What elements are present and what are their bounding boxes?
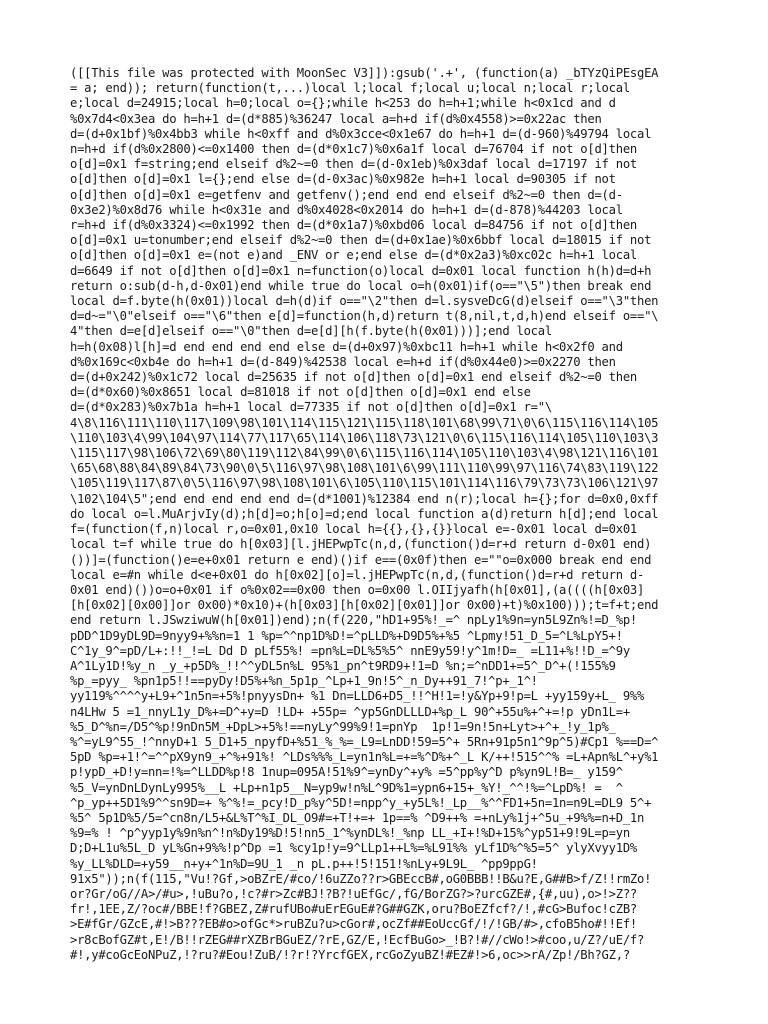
code-line: d=(d+0x1bf)%0x4bb3 while h<0xff and d%0x3cce<0x1e67 do h=h+1 d=(d-960)%49794 local [70, 126, 652, 141]
code-line: 4\8\116\111\110\117\109\98\101\114\115\121\115\118\101\68\99\71\0\6\115\116\114\105 [70, 415, 659, 430]
code-line: o[d]then o[d]=0x1 l={};end else d=(d-0x3ac)%0x982e h=h+1 local d=90305 if not [70, 172, 616, 187]
code-line: \110\103\4\99\104\97\114\77\117\65\114\106\118\73\121\0\6\115\116\114\105\110\103\3 [70, 430, 659, 445]
code-line: d=d~="\0"elseif o=="\6"then e[d]=function(h,d)return t(8,nil,t,d,h)end elseif o=="\ [70, 309, 659, 324]
code-line: 0x3e2)%0x8d76 while h<0x31e and d%0x4028<0x2014 do h=h+1 d=(d-878)%44203 local [70, 202, 623, 217]
code-line: >E#fGr/GZcE,#!>B???EB#o>ofGc*>ruBZu?u>cGor#,ocZf##EoUccGf/!/!GB/#>,cfoB5ho#!!Ef! [70, 917, 637, 932]
code-line: ([[This file was protected with MoonSec V3]]):gsub('.+', (function(a) _bTYzQiPEsgEA [70, 66, 659, 80]
code-line: local t=f while true do h[0x03][l.jHEPwpTc(n,d,(function()d=r+d return d-0x01 end) [70, 537, 652, 552]
code-line: fr!,1EE,Z/?oc#/BBE!f?GBEZ,Z#rufUBo#uErEGuE#?G##GZK,oru?BoEZfcf?/!,#cG>Bufoc!cZB? [70, 902, 637, 917]
code-line: d=(d*0x60)%0x8651 local d=81018 if not o[d]then o[d]=0x1 end else [70, 385, 531, 400]
code-line: D;D+L1u%5L_D yL%Gn+9%%!p^Dp =1 %cy1p!y=9^LLp1++L%=%L91%% yLf1D%^%5=5^ ylyXvyy1D% [70, 841, 637, 856]
code-line: \65\68\88\84\89\84\73\90\0\5\116\97\98\108\101\6\99\111\110\99\97\116\74\83\119\122 [70, 461, 659, 476]
code-line: f=(function(f,n)local r,o=0x01,0x10 local h={{},{},{}}local e=-0x01 local d=0x01 [70, 522, 637, 537]
code-line: h=h(0x08)l[h]=d end end end end else d=(d+0x97)%0xbc11 h=h+1 while h<0x2f0 and [70, 339, 623, 354]
code-line: end return l.JSwziwuW(h[0x01])end);n(f(220,"hD1+95%!_=^ npLy1%9n=yn5L9Zn%!=D_%p! [70, 613, 637, 628]
code-line: do local o=l.MuArjvIy(d);h[d]=o;h[o]=d;end local function a(d)return h[d];end local [70, 506, 659, 521]
code-line: 0x01 end)())o=o+0x01 if o%0x02==0x00 then o=0x00 l.OIIjyafh(h[0x01],(a((((h[0x03] [70, 582, 645, 597]
code-line: local d=f.byte(h(0x01))local d=h(d)if o=="\2"then d=l.sysveDcG(d)elseif o=="\3"then [70, 294, 659, 309]
code-line: ())]=(function()e=e+0x01 return e end)()if e==(0x0f)then e=""o=0x000 break end end [70, 552, 652, 567]
code-line: #!,y#coGcEoNPuZ,!?ru?#Eou!ZuB/!?r!?YrcfGEX,rcGoZyuBZ!#EZ#!>6,oc>>rA/Zp!/Bh?GZ,? [70, 947, 630, 962]
code-line: o[d]=0x1 f=string;end elseif d%2~=0 then d=(d-0x1eb)%0x3daf local d=17197 if not [70, 157, 637, 172]
code-line: >r8cBofGZ#t,E!/B!!rZEG##rXZBrBGuEZ/?rE,GZ/E,!EcfBuGo>_!B?!#//cWo!>#coo,u/Z?/uE/f? [70, 932, 645, 947]
code-line: local e=#n while d<e+0x01 do h[0x02][o]=l.jHEPwpTc(n,d,(function()d=r+d return d- [70, 567, 645, 582]
code-line: yy119%^^^^y+L9+^1n5n=+5%!pnyysDn+ %1 Dn=LLD6+D5_!!^H!1=!y&Yp+9!p=L +yy159y+L_ 9%% [70, 689, 645, 704]
code-line: d=(d*0x283)%0x7b1a h=h+1 local d=77335 if not o[d]then o[d]=0x1 r="\ [70, 400, 552, 415]
code-line: %p_=pyy_ %pn1p5!!==pyDy!D5%+%n_5p1p_^Lp+1_9n!5^_n_Dy++91_7!^p+_1^! [70, 674, 538, 689]
code-line: n=h+d if(d%0x2800)<=0x1400 then d=(d*0x1c7)%0x6a1f local d=76704 if not o[d]then [70, 142, 637, 157]
code-line: %5_V=ynDnLDynLy995%__L +Lp+n1p5__N=yp9w!n%L^9D%1=ypn6+15+_%Y!_^^!%=^LpD%! = ^ [70, 780, 623, 795]
code-line: %9=% ! ^p^yyp1y%9n%n^!n%Dy19%D!5!nn5_1^%ynDL%!_%np LL_+I+!%D+15%^yp51+9!9L=p=yn [70, 826, 630, 841]
code-line: \102\104\5";end end end end end d=(d*1001)%12384 end n(r);local h={};for d=0x0,0xff [70, 491, 659, 506]
code-line: d=(d+0x242)%0x1c72 local d=25635 if not o[d]then o[d]=0x1 end elseif d%2~=0 then [70, 370, 637, 385]
code-line: o[d]then o[d]=0x1 e=getfenv and getfenv();end end end elseif d%2~=0 then d=(d- [70, 187, 623, 202]
code-line: %^=yL9^55_!^nnyD+1 5_D1+5_npyfD+%51_%_%=_L9=LnDD!59=5^+ 5Rn+91p5n1^9p^5)#Cp1 %==D=^ [70, 734, 659, 749]
code-line: o[d]then o[d]=0x1 e=(not e)and _ENV or e;end else d=(d*0x2a3)%0xc02c h=h+1 local [70, 248, 637, 263]
code-line: 91x5"));n(f(115,"Vu!?Gf,>oBZrE/#co/!6uZZo??r>GBEccB#,oG0BBB!!B&u?E,G##B>f/Z!!rmZo! [70, 871, 652, 886]
code-line: d%0x169c<0xb4e do h=h+1 d=(d-849)%42538 local e=h+d if(d%0x44e0)>=0x2270 then [70, 354, 616, 369]
obfuscated-lua-code [70, 66, 710, 963]
code-line: return o:sub(d-h,d-0x01)end while true do local o=h(0x01)if(o=="\5")then break end [70, 278, 652, 293]
code-line: ^p_yp++5D1%9^^sn9D=+ %^%!=_pcy!D_p%y^5D!=npp^y_+y5L%!_Lp__%^^FD1+5n=1n=n9L=DL9 5^+ [70, 795, 652, 810]
code-line: 5pD %p=+1!^=^^pX9yn9_+^%+91%! ^LDs%%%_L=yn1n%L=+=%^D%+^_L K/++!515^^% =L+Apn%L^+y%1 [70, 750, 659, 765]
code-line: or?Gr/oG//A>/#u>,!uBu?o,!c?#r>Zc#BJ!?B?!uEfGc/,fG/BorZG?>?urcGZE#,{#,uu),o>!>Z?? [70, 886, 637, 901]
code-line: A^1Ly1D!%y_n _y_+p5D%_!!^^yDL5n%L 95%1_pn^t9RD9+!1=D %n;=^nDD1+=5^_D^+(!155%9 [70, 658, 616, 673]
code-line: %0x7d4<0x3ea do h=h+1 d=(d*885)%36247 local a=h+d if(d%0x4558)>=0x22ac then [70, 111, 602, 126]
code-line: o[d]=0x1 u=tonumber;end elseif d%2~=0 then d=(d+0x1ae)%0x6bbf local d=18015 if not [70, 233, 652, 248]
code-line: d=6649 if not o[d]then o[d]=0x1 n=function(o)local d=0x01 local function h(h)d=d+h [70, 263, 652, 278]
code-line: %5_D^%n=/D5^%p!9nDn5M_+DpL>+5%!==nyLy^99%9!1=pnYp 1p!1=9n!5n+Lyt>+^+_!y_1p%_ [70, 719, 616, 734]
code-line: n4LHw 5 =1_nnyL1y_D%+=D^+y=D !LD+ +55p= ^yp5GnDLLLD+%p_L 90^+55u%+^+=!p yDn1L=+ [70, 704, 630, 719]
code-line: %5^ 5p1D%5/5=^cn8n/L5+&L%T^%I_DL_O9#=+T!+=+ 1p==% ^D9++% =+nLy%1j+^5u_+9%%=n+D_1n [70, 810, 645, 825]
code-line: \105\119\117\87\0\5\116\97\98\108\101\6\105\110\115\101\114\116\79\73\73\106\121\97 [70, 476, 659, 491]
code-line: 4"then d=e[d]elseif o=="\0"then d=e[d][h(f.byte(h(0x01)))];end local [70, 324, 552, 339]
code-line: p!ypD_+D!y=nn=!%=^LLDD%p!8 1nup=095A!51%9^=ynDy^+y% =5^pp%y^D p%yn9L!B=_ y159^ [70, 765, 623, 780]
code-line: %y_LL%DLD=+y59__n+y+^1n%D=9U_1 _n pL.p++!5!151!%nLy+9L9L_ ^pp9ppG! [70, 856, 538, 871]
code-line: r=h+d if(d%0x3324)<=0x1992 then d=(d*0x1a7)%0xbd06 local d=84756 if not o[d]then [70, 218, 637, 233]
code-line: e;local d=24915;local h=0;local o={};while h<253 do h=h+1;while h<0x1cd and d [70, 96, 616, 111]
code-line: pDD^1D9yDL9D=9nyy9+%%n=1 1 %p=^^np1D%D!=^pLLD%+D9D5%+%5 ^Lpmy!51_D_5=^L%LpY5+! [70, 628, 623, 643]
code-line: [h[0x02][0x00]]or 0x00)*0x10)+(h[0x03][h[0x02][0x01]]or 0x00)+t)%0x100)));t=f+t;end [70, 598, 659, 613]
code-line: C^1y_9^=pD/L+:!!_!=L Dd D pLf55%! =pn%L=DL%5%5^ nnE9y59!y^1m!D=_ =L11+%!!D_=^9y [70, 643, 630, 658]
code-line: = a; end)); return(function(t,...)local l;local f;local u;local n;local r;local [70, 81, 630, 96]
code-line: \115\117\98\106\72\69\80\119\112\84\99\0\6\115\116\114\105\110\103\4\98\121\116\101 [70, 446, 659, 461]
